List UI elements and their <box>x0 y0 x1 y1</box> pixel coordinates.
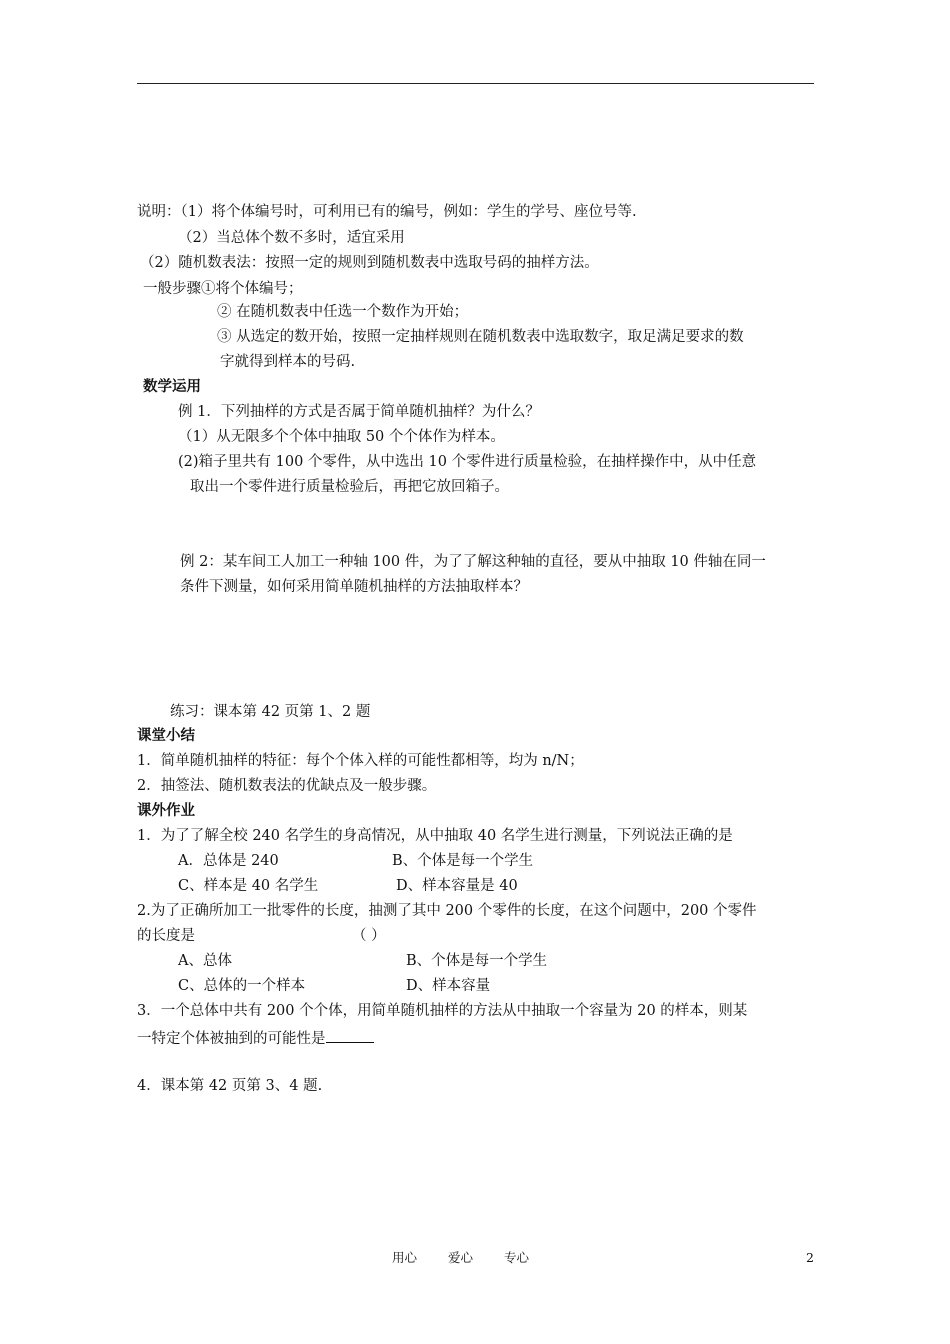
homework-q3-line-2 <box>137 1029 374 1047</box>
practice-line: 练习：课本第 42 页第 1、2 题 <box>170 704 371 720</box>
math-use-title: 数学运用 <box>143 379 201 395</box>
homework-q2-option-c: C、总体的一个样本 <box>178 978 306 994</box>
homework-q1-option-b: B、个体是每一个学生 <box>392 853 534 869</box>
answer-blank <box>326 1029 374 1043</box>
summary-item-2: 2．抽签法、随机数表法的优缺点及一般步骤。 <box>137 778 437 794</box>
homework-q2-line-2: 的长度是 <box>137 928 195 944</box>
homework-q2-answer-paren: （ ） <box>352 928 386 944</box>
summary-item-1: 1．简单随机抽样的特征：每个个体入样的可能性都相等，均为 n/N； <box>137 753 584 769</box>
note-line-2: （2）当总体个数不多时，适宜采用 <box>178 230 405 246</box>
homework-q1-option-c: C、样本是 40 名学生 <box>178 878 319 894</box>
summary-title: 课堂小结 <box>137 728 195 744</box>
homework-q1: 1．为了了解全校 240 名学生的身高情况，从中抽取 40 名学生进行测量，下列说法正确的是 <box>137 828 733 844</box>
homework-q1-option-d: D、样本容量是 40 <box>396 878 518 894</box>
homework-q2-line-1: 2.为了正确所加工一批零件的长度，抽测了其中 200 个零件的长度，在这个问题中，200 个零件 <box>137 903 757 919</box>
homework-q2-option-b: B、个体是每一个学生 <box>406 953 548 969</box>
example-2-line-2: 条件下测量，如何采用简单随机抽样的方法抽取样本？ <box>180 579 528 595</box>
steps-intro: 一般步骤①将个体编号； <box>143 281 303 297</box>
example-2-line-1: 例 2：某车间工人加工一种轴 100 件，为了了解这种轴的直径，要从中抽取 10 件轴在同一 <box>180 554 766 570</box>
example-1-item-2-line-2: 取出一个零件进行质量检验后，再把它放回箱子。 <box>190 479 509 495</box>
homework-q1-option-a: A．总体是 240 <box>178 853 279 869</box>
step-3-line-2: 字就得到样本的号码. <box>220 354 356 370</box>
note-line-1: 说明：（1）将个体编号时，可利用已有的编号，例如：学生的学号、座位号等. <box>137 204 637 220</box>
homework-q3-text: 一特定个体被抽到的可能性是 <box>137 1031 326 1047</box>
header-rule <box>137 83 814 84</box>
footer-motto-2: 爱心 <box>448 1250 474 1265</box>
homework-q4: 4．课本第 42 页第 3、4 题. <box>137 1078 323 1094</box>
homework-q3-line-1: 3．一个总体中共有 200 个个体，用简单随机抽样的方法从中抽取一个容量为 20 的样本，则某 <box>137 1003 748 1019</box>
example-1-item-2-line-1: (2)箱子里共有 100 个零件，从中选出 10 个零件进行质量检验，在抽样操作中，从中任意 <box>178 454 757 470</box>
example-1-item-1: （1）从无限多个个体中抽取 50 个个体作为样本。 <box>178 429 505 445</box>
step-2: ② 在随机数表中任选一个数作为开始； <box>217 304 469 320</box>
footer-motto-3: 专心 <box>504 1250 530 1265</box>
homework-q2-option-d: D、样本容量 <box>406 978 491 994</box>
step-3-line-1: ③ 从选定的数开始，按照一定抽样规则在随机数表中选取数字，取足满足要求的数 <box>217 329 744 345</box>
homework-q2-option-a: A、总体 <box>178 953 232 969</box>
homework-title: 课外作业 <box>137 803 195 819</box>
example-1-question: 例 1．下列抽样的方式是否属于简单随机抽样？为什么？ <box>178 404 540 420</box>
footer-motto-1: 用心 <box>392 1250 418 1265</box>
random-table-heading: （2）随机数表法：按照一定的规则到随机数表中选取号码的抽样方法。 <box>140 255 599 271</box>
page-number: 2 <box>806 1250 814 1265</box>
